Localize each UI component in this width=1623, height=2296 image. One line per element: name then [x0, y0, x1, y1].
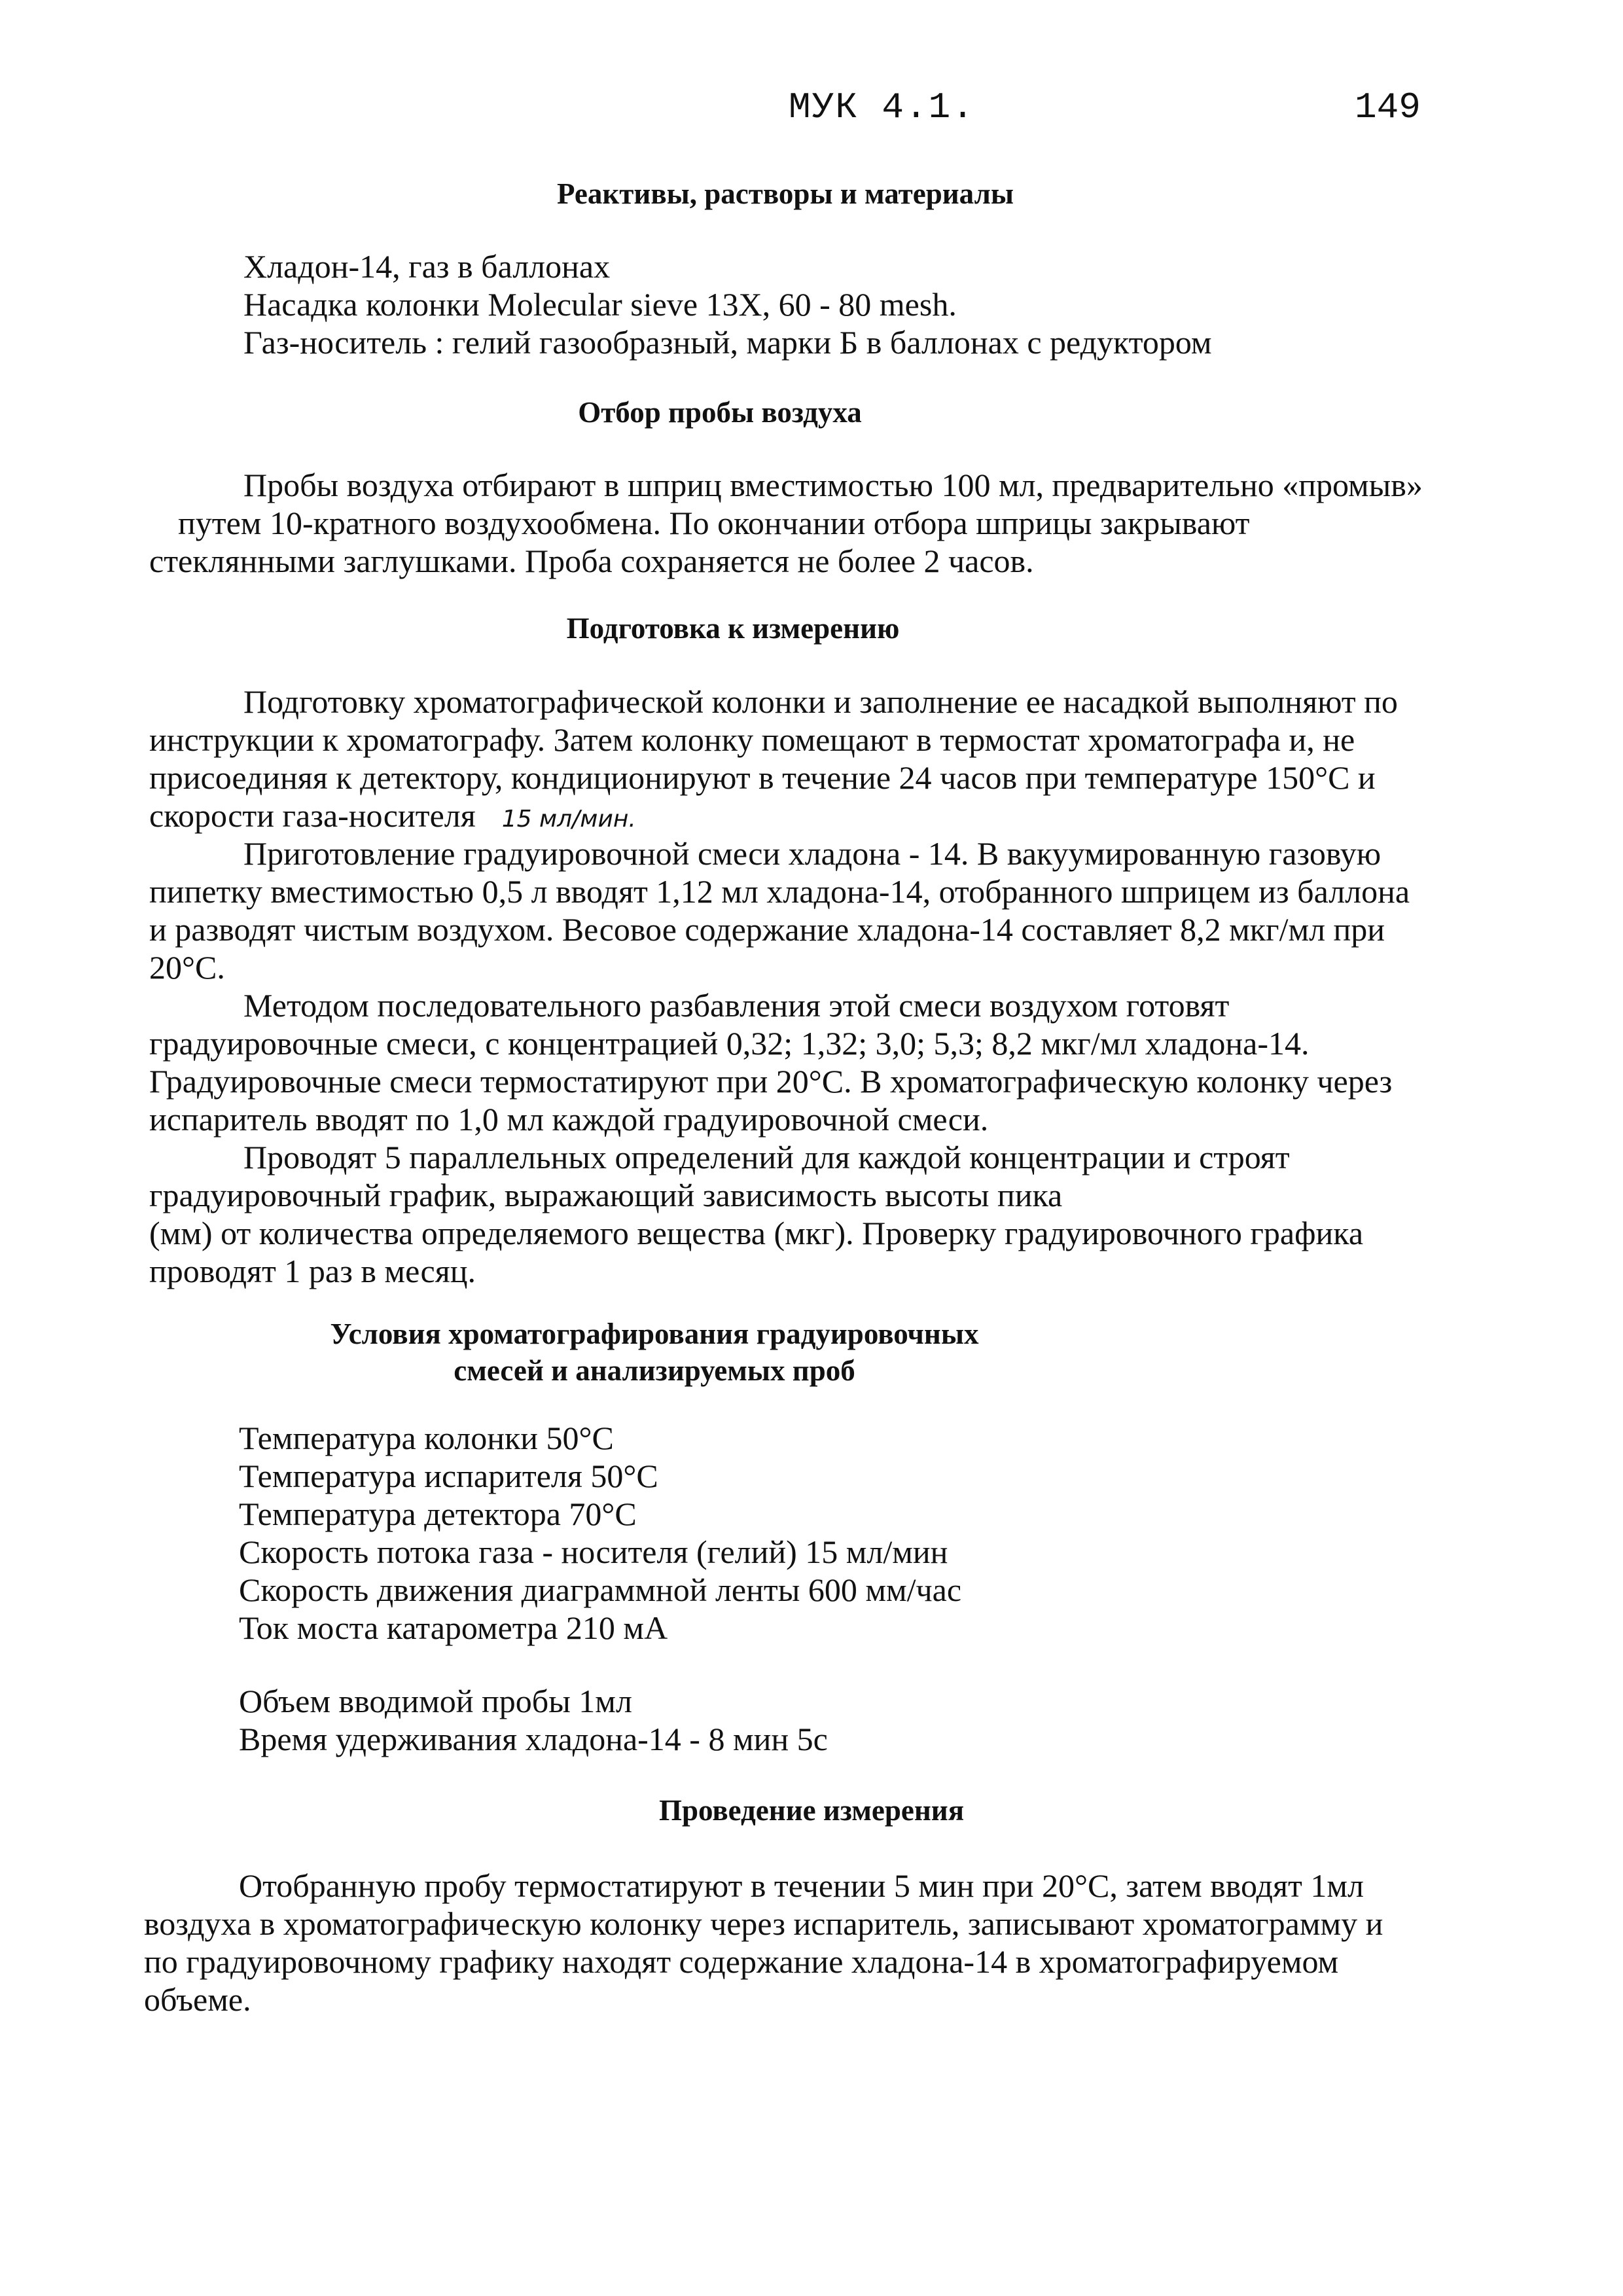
document-code: МУК 4.1. — [789, 86, 975, 128]
preparation-line-8: 20°С. — [149, 949, 225, 986]
preparation-line-2: инструкции к хроматографу. Затем колонку помещают в термостат хроматографа и, не — [149, 721, 1355, 758]
reagents-line-3: Газ-носитель : гелий газообразный, марки Б в баллонах с редуктором — [243, 324, 1212, 361]
heading-reagents: Реактивы, растворы и материалы — [557, 177, 1014, 210]
heading-conditions-line-2: смесей и анализируемых проб — [454, 1354, 855, 1387]
preparation-line-14: градуировочный график, выражающий зависимость высоты пика — [149, 1177, 1063, 1213]
measurement-line-4: объеме. — [144, 1981, 251, 2018]
reagents-line-1: Хладон-14, газ в баллонах — [243, 248, 611, 285]
measurement-line-2: воздуха в хроматографическую колонку через испаритель, записывают хроматограмму и — [144, 1905, 1383, 1942]
preparation-line-4 — [149, 797, 636, 838]
handwritten-flow-rate: 15 мл/мин. — [501, 806, 636, 833]
conditions-line-7: Объем вводимой пробы 1мл — [239, 1683, 632, 1719]
reagents-line-2: Насадка колонки Molecular sieve 13X, 60 - 80 mesh. — [243, 286, 957, 323]
preparation-line-15: (мм) от количества определяемого вещества (мкг). Проверку градуировочного графика — [149, 1215, 1364, 1251]
measurement-line-1: Отобранную пробу термостатируют в течении 5 мин при 20°С, затем вводят 1мл — [239, 1867, 1364, 1904]
heading-sampling: Отбор пробы воздуха — [578, 396, 862, 429]
conditions-line-6: Ток моста катарометра 210 мА — [239, 1609, 668, 1646]
preparation-line-12: испаритель вводят по 1,0 мл каждой градуировочной смеси. — [149, 1101, 989, 1138]
conditions-line-2: Температура испарителя 50°С — [239, 1458, 658, 1494]
preparation-line-4-text: скорости газа-носителя — [149, 797, 476, 834]
preparation-line-9: Методом последовательного разбавления этой смеси воздухом готовят — [243, 987, 1230, 1024]
conditions-line-5: Скорость движения диаграммной ленты 600 мм/час — [239, 1571, 962, 1608]
sampling-line-3: стеклянными заглушками. Проба сохраняется не более 2 часов. — [149, 543, 1034, 579]
conditions-line-3: Температура детектора 70°С — [239, 1496, 637, 1532]
preparation-line-3: присоединяя к детектору, кондиционируют в течение 24 часов при температуре 150°С и — [149, 759, 1376, 796]
preparation-line-7: и разводят чистым воздухом. Весовое содержание хладона-14 составляет 8,2 мкг/мл при — [149, 911, 1385, 948]
measurement-line-3: по градуировочному графику находят содержание хладона-14 в хроматографируемом — [144, 1943, 1339, 1980]
preparation-line-10: градуировочные смеси, с концентрацией 0,32; 1,32; 3,0; 5,3; 8,2 мкг/мл хладона-14. — [149, 1025, 1310, 1062]
preparation-line-6: пипетку вместимостью 0,5 л вводят 1,12 мл хладона-14, отобранного шприцем из баллона — [149, 873, 1410, 910]
conditions-line-4: Скорость потока газа - носителя (гелий) 15 мл/мин — [239, 1534, 948, 1570]
preparation-line-11: Градуировочные смеси термостатируют при 20°С. В хроматографическую колонку через — [149, 1063, 1393, 1100]
heading-conditions-line-1: Условия хроматографирования градуировочных — [330, 1318, 979, 1350]
preparation-line-5: Приготовление градуировочной смеси хладона - 14. В вакуумированную газовую — [243, 835, 1382, 872]
preparation-line-16: проводят 1 раз в месяц. — [149, 1253, 476, 1289]
preparation-line-1: Подготовку хроматографической колонки и заполнение ее насадкой выполняют по — [243, 683, 1398, 720]
preparation-line-13: Проводят 5 параллельных определений для каждой концентрации и строят — [243, 1139, 1290, 1175]
sampling-line-1: Пробы воздуха отбирают в шприц вместимостью 100 мл, предварительно «промыв» — [243, 467, 1423, 503]
heading-measurement: Проведение измерения — [658, 1794, 965, 1827]
conditions-line-8: Время удерживания хладона-14 - 8 мин 5с — [239, 1721, 828, 1757]
page-number: 149 — [1355, 86, 1421, 128]
conditions-line-1: Температура колонки 50°С — [239, 1420, 614, 1456]
heading-preparation: Подготовка к измерению — [566, 612, 900, 645]
sampling-line-2: путем 10-кратного воздухообмена. По окончании отбора шприцы закрывают — [178, 505, 1250, 541]
